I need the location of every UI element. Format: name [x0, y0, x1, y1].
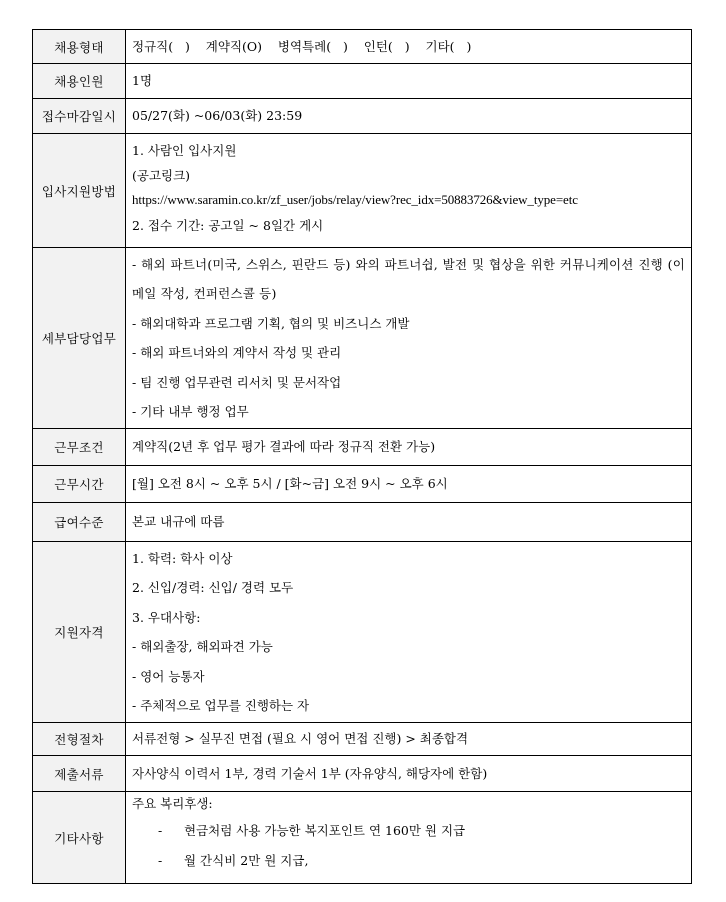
duty-item: - 해외대학과 프로그램 기획, 협의 및 비즈니스 개발 [132, 315, 410, 331]
qualification-item: 1. 학력: 학사 이상 [132, 550, 233, 566]
value-work-hours: [월] 오전 8시 ~ 오후 5시 / [화~금] 오전 9시 ~ 오후 6시 [126, 466, 692, 503]
bullet-dash: - [158, 852, 163, 868]
label-headcount: 채용인원 [33, 64, 126, 99]
benefit-item [132, 846, 685, 876]
duty-item: - 팀 진행 업무관련 리서치 및 문서작업 [132, 374, 342, 390]
label-selection-process: 전형절차 [33, 723, 126, 756]
row-work-hours [33, 466, 692, 503]
label-work-hours: 근무시간 [33, 466, 126, 503]
value-headcount: 1명 [126, 64, 692, 99]
label-employment-type: 채용형태 [33, 30, 126, 64]
qualification-item: - 주체적으로 업무를 진행하는 자 [132, 698, 310, 713]
application-step-1: 1. 사람인 입사지원 [132, 142, 237, 158]
application-step-2: 2. 접수 기간: 공고일 ~ 8일간 게시 [132, 217, 324, 233]
qualification-item: 2. 신입/경력: 신입/ 경력 모두 [132, 580, 294, 595]
value-employment-type: 정규직( ) 계약직(O) 병역특례( ) 인턴( ) 기타( ) [126, 30, 692, 64]
value-deadline: 05/27(화) ~06/03(화) 23:59 [126, 99, 692, 134]
application-link-caption: (공고링크) [132, 167, 191, 183]
value-other [126, 792, 692, 884]
label-salary: 급여수준 [33, 503, 126, 542]
benefit-text: 월 간식비 2만 원 지급, [184, 852, 309, 868]
value-selection-process: 서류전형 > 실무진 면접 (필요 시 영어 면접 진행) > 최종합격 [126, 723, 692, 756]
label-documents: 제출서류 [33, 756, 126, 792]
application-link-url[interactable]: https://www.saramin.co.kr/zf_user/jobs/relay/view?rec_idx=50883726&view_type=etc [132, 191, 578, 207]
row-qualifications [33, 542, 692, 723]
row-employment-type [33, 30, 692, 64]
label-application-method: 입사지원방법 [33, 134, 126, 248]
label-other: 기타사항 [33, 792, 126, 884]
label-work-conditions: 근무조건 [33, 429, 126, 466]
row-salary [33, 503, 692, 542]
label-deadline: 접수마감일시 [33, 99, 126, 134]
value-salary: 본교 내규에 따름 [126, 503, 692, 542]
value-documents: 자사양식 이력서 1부, 경력 기술서 1부 (자유양식, 해당자에 한함) [126, 756, 692, 792]
qualification-item: - 해외출장, 해외파견 가능 [132, 639, 273, 654]
duty-item: - 기타 내부 행정 업무 [132, 404, 249, 419]
benefit-text: 현금처럼 사용 가능한 복지포인트 연 160만 원 지급 [184, 823, 466, 838]
value-application-method [126, 134, 692, 248]
row-other [33, 792, 692, 884]
qualification-item: - 영어 능통자 [132, 668, 205, 684]
qualification-item: 3. 우대사항: [132, 609, 201, 625]
row-duties [33, 248, 692, 429]
bullet-dash: - [158, 823, 163, 838]
label-duties: 세부담당업무 [33, 248, 126, 429]
row-headcount [33, 64, 692, 99]
row-selection-process [33, 723, 692, 756]
value-qualifications [126, 542, 692, 723]
duty-item: - 해외 파트너와의 계약서 작성 및 관리 [132, 345, 342, 360]
benefits-intro: 주요 복리후생: [132, 796, 213, 811]
row-application-method [33, 134, 692, 248]
benefit-item [132, 816, 685, 846]
job-posting-table [32, 29, 692, 884]
duty-item: - 해외 파트너(미국, 스위스, 핀란드 등) 와의 파트너쉽, 발전 및 협상을 위한 커뮤니케이션 진행 (이메일 작성, 컨퍼런스콜 등) [132, 256, 685, 301]
row-work-conditions [33, 429, 692, 466]
row-documents [33, 756, 692, 792]
value-duties [126, 248, 692, 429]
value-work-conditions: 계약직(2년 후 업무 평가 결과에 따라 정규직 전환 가능) [126, 429, 692, 466]
label-qualifications: 지원자격 [33, 542, 126, 723]
row-deadline [33, 99, 692, 134]
